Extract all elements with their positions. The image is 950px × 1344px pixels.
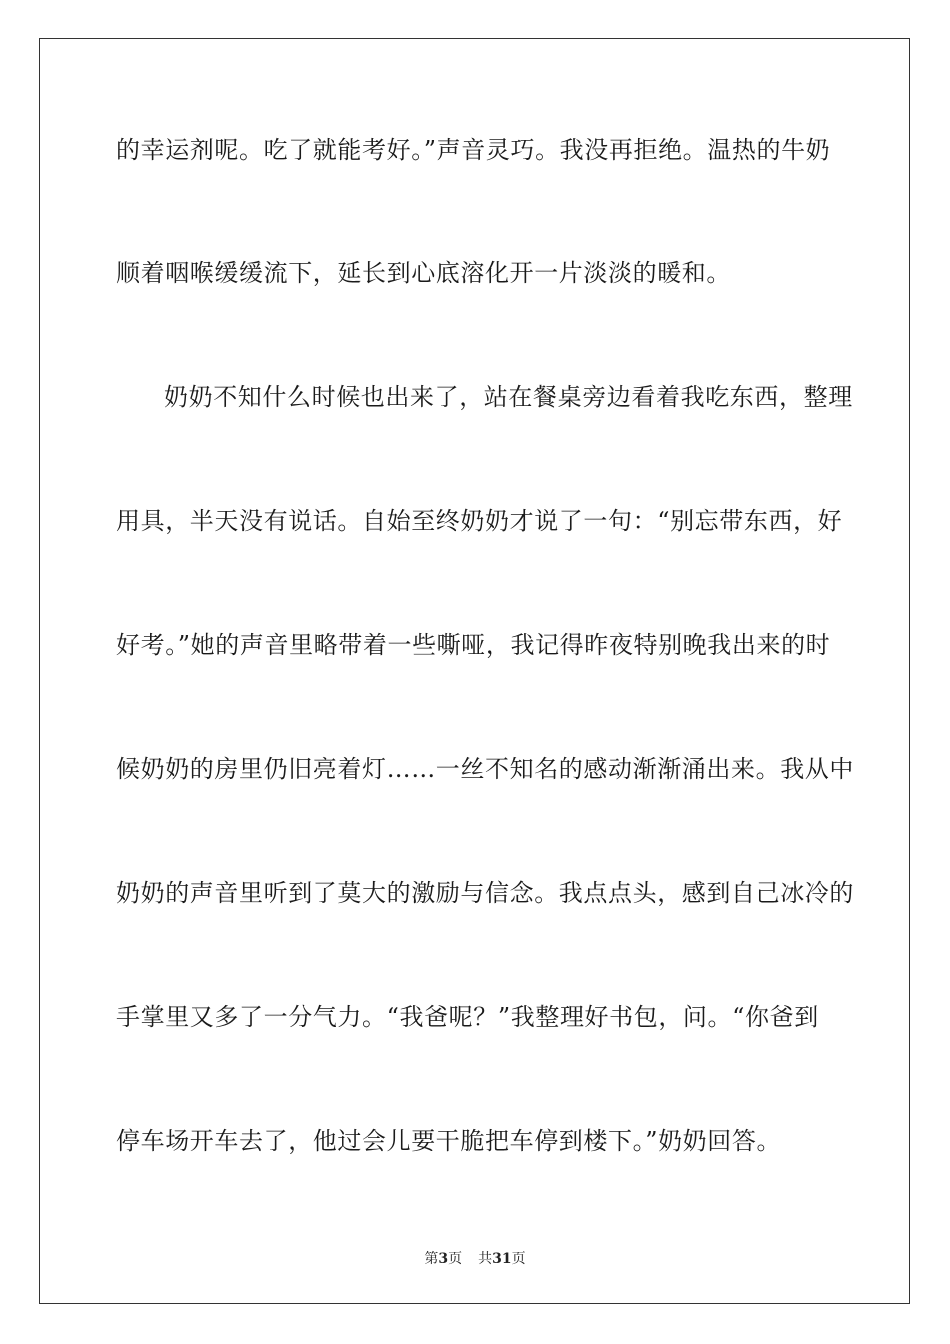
text-line-8: 手掌里又多了一分气力。“我爸呢？”我整理好书包，问。“你爸到 <box>116 1003 819 1031</box>
text-line-3-paragraph-start: 奶奶不知什么时候也出来了，站在餐桌旁边看着我吃东西，整理 <box>164 383 853 411</box>
text-line-5: 好考。”她的声音里略带着一些嘶哑，我记得昨夜特别晚我出来的时 <box>116 631 831 659</box>
text-line-6: 候奶奶的房里仍旧亮着灯……一丝不知名的感动渐渐涌出来。我从中 <box>116 755 854 783</box>
text-line-2: 顺着咽喉缓缓流下，延长到心底溶化开一片淡淡的暖和。 <box>116 259 731 287</box>
page-number: 3 <box>438 1251 449 1267</box>
page-suffix: 页 <box>448 1251 463 1267</box>
text-line-7: 奶奶的声音里听到了莫大的激励与信念。我点点头，感到自己冰冷的 <box>116 879 854 907</box>
text-line-4: 用具，半天没有说话。自始至终奶奶才说了一句：“别忘带东西，好 <box>116 507 843 535</box>
text-line-1: 的幸运剂呢。吃了就能考好。”声音灵巧。我没再拒绝。温热的牛奶 <box>116 136 831 164</box>
page-footer <box>0 1248 950 1268</box>
text-line-9: 停车场开车去了，他过会儿要干脆把车停到楼下。”奶奶回答。 <box>116 1127 782 1155</box>
page-frame <box>39 38 910 1304</box>
total-suffix: 页 <box>511 1251 526 1267</box>
page-prefix: 第 <box>424 1251 439 1267</box>
total-pages: 31 <box>492 1251 512 1267</box>
total-prefix: 共 <box>478 1251 493 1267</box>
